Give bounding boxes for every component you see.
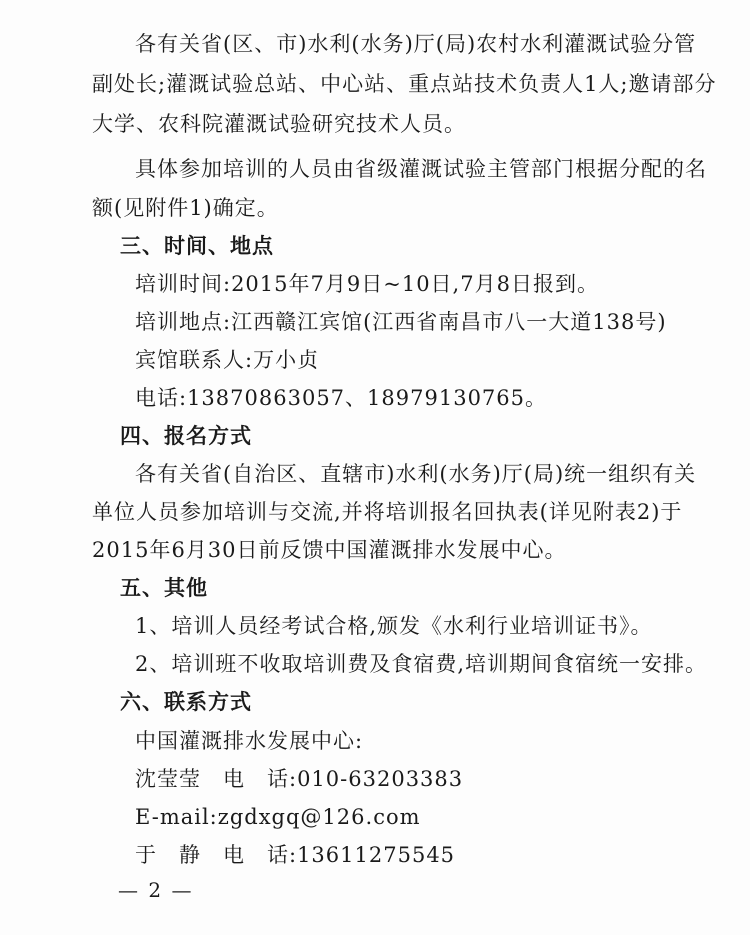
section-heading-other: 五、其他	[120, 576, 208, 600]
section-heading-contact: 六、联系方式	[120, 690, 252, 714]
paragraph-line: 单位人员参加培训与交流,并将培训报名回执表(详见附表2)于	[92, 500, 683, 524]
contact-organization: 中国灌溉排水发展中心:	[135, 729, 364, 753]
contact-person-2: 于 静 电 话:13611275545	[135, 843, 456, 867]
paragraph-line: 具体参加培训的人员由省级灌溉试验主管部门根据分配的名	[135, 157, 707, 181]
hotel-phone: 电话:13870863057、18979130765。	[135, 386, 548, 410]
page-number: — 2 —	[118, 878, 194, 902]
other-item-1: 1、培训人员经考试合格,颁发《水利行业培训证书》。	[135, 614, 653, 638]
paragraph-line: 各有关省(自治区、直辖市)水利(水务)厅(局)统一组织有关	[135, 462, 697, 486]
training-time: 培训时间:2015年7月9日~10日,7月8日报到。	[135, 272, 599, 296]
hotel-contact: 宾馆联系人:万小贞	[135, 348, 320, 372]
contact-person-1: 沈莹莹 电 话:010-63203383	[135, 767, 464, 791]
paragraph-line: 2015年6月30日前反馈中国灌溉排水发展中心。	[92, 538, 567, 562]
contact-email: E-mail:zgdxgq@126.com	[135, 805, 421, 829]
section-heading-registration: 四、报名方式	[120, 424, 252, 448]
paragraph-line: 副处长;灌溉试验总站、中心站、重点站技术负责人1人;邀请部分	[92, 72, 717, 96]
paragraph-line: 各有关省(区、市)水利(水务)厅(局)农村水利灌溉试验分管	[135, 32, 697, 56]
section-heading-time-place: 三、时间、地点	[120, 234, 274, 258]
paragraph-line: 额(见附件1)确定。	[92, 196, 279, 220]
paragraph-line: 大学、农科院灌溉试验研究技术人员。	[92, 112, 466, 136]
training-place: 培训地点:江西赣江宾馆(江西省南昌市八一大道138号)	[135, 310, 667, 334]
other-item-2: 2、培训班不收取培训费及食宿费,培训期间食宿统一安排。	[135, 652, 708, 676]
